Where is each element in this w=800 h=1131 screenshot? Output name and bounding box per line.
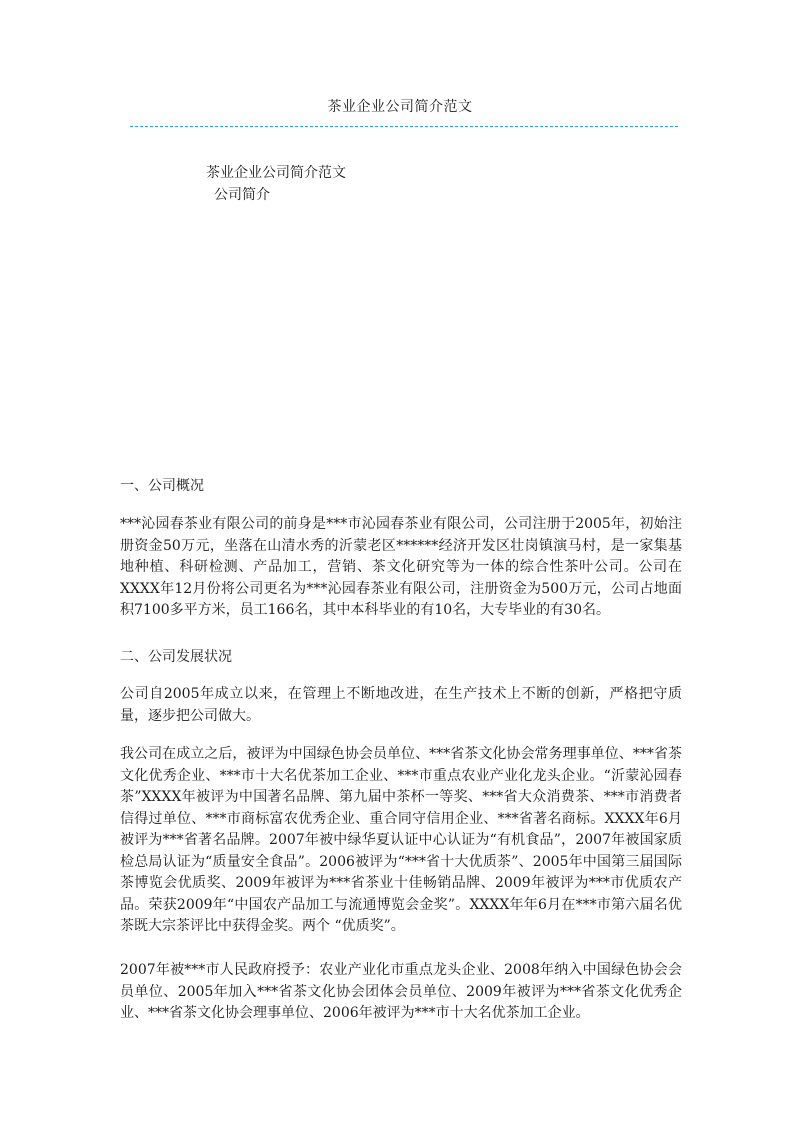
section-heading-overview: 一、公司概况 xyxy=(120,478,204,494)
header-divider xyxy=(130,126,678,127)
document-header-title: 茶业企业公司简介范文 xyxy=(327,99,473,115)
subtitle-sub: 公司简介 xyxy=(214,187,270,203)
subtitle-main: 茶业企业公司简介范文 xyxy=(206,165,346,181)
section-heading-development: 二、公司发展状况 xyxy=(120,649,232,665)
paragraph-development-3: 2007年被***市人民政府授予：农业产业化市重点龙头企业、2008年纳入中国绿色协会会员单位、2005年加入***省茶文化协会团体会员单位、2009年被评为***省茶文化优秀企业、***省茶文化协会理事单位、2006年被评为***市十大名优茶加工企业。 xyxy=(120,962,682,1021)
paragraph-development-1: 公司自2005年成立以来，在管理上不断地改进，在生产技术上不断的创新，严格把守质量，逐步把公司做大。 xyxy=(120,686,682,724)
paragraph-development-2: 我公司在成立之后，被评为中国绿色协会员单位、***省茶文化协会常务理事单位、***省茶文化优秀企业、***市十大名优茶加工企业、***市重点农业产业化龙头企业。“沂蒙沁园春茶”XXXX年被评为中国著名品牌、第九届中茶杯一等奖、***省大众消费茶、***市消费者信得过单位、***市商标富农优秀企业、重合同守信用企业、***省著名商标。XXXX年6月被评为***省著名品牌。2007年被中绿华夏认证中心认证为“有机食品”，2007年被国家质检总局认证为“质量安全食品”。2006被评为“***省十大优质茶”、2005年中国第三届国际茶博览会优质奖、2009年被评为***省茶业十佳畅销品牌、2009年被评为***市优质农产品。荣获2009年“中国农产品加工与流通博览会金奖”。XXXX年年6月在***市第六届名优茶既大宗茶评比中获得金奖。两个 “优质奖”。 xyxy=(120,746,682,934)
subtitle-block xyxy=(206,162,346,206)
paragraph-overview: ***沁园春茶业有限公司的前身是***市沁园春茶业有限公司，公司注册于2005年，初始注册资金50万元，坐落在山清水秀的沂蒙老区******经济开发区壮岗镇演马村，是一家集基地种植、科研检测、产品加工，营销、茶文化研究等为一体的综合性茶叶公司。公司在XXXX年12月份将公司更名为***沁园春茶业有限公司，注册资金为500万元，公司占地面积7100多平方米，员工166名，其中本科毕业的有10名，大专毕业的有30名。 xyxy=(120,516,682,618)
